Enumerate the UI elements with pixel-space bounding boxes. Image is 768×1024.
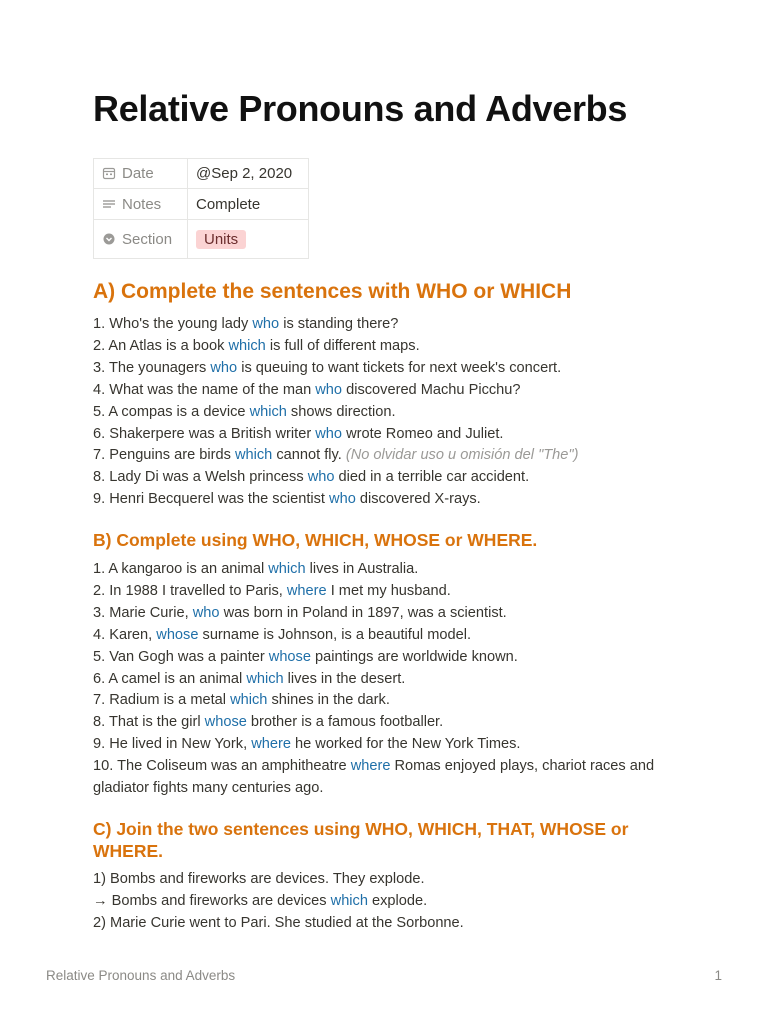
list-item bbox=[93, 402, 683, 424]
list-item bbox=[93, 358, 683, 380]
property-row-section bbox=[94, 220, 309, 259]
list-item bbox=[93, 314, 683, 336]
list-item bbox=[93, 625, 683, 647]
list-item bbox=[93, 690, 683, 712]
sentence-text: surname is Johnson, is a beautiful model. bbox=[198, 626, 472, 643]
sentence-text: 7. Radium is a metal bbox=[93, 692, 231, 709]
properties-table bbox=[93, 158, 309, 259]
list-item bbox=[93, 467, 683, 489]
list-item bbox=[93, 647, 683, 669]
sentence-text: 3. Marie Curie, bbox=[93, 604, 193, 621]
sentence-text: explode. bbox=[367, 892, 428, 909]
list-item bbox=[93, 869, 683, 891]
property-row-notes bbox=[94, 189, 309, 220]
sentence-text: brother is a famous footballer. bbox=[246, 714, 444, 731]
sentence-text: 6. Shakerpere was a British writer bbox=[93, 425, 316, 442]
property-label-section: Section bbox=[122, 230, 173, 248]
sentence-text: shows direction. bbox=[286, 403, 396, 420]
section-b-list bbox=[93, 559, 683, 800]
answer-word: who bbox=[315, 425, 343, 442]
sentence-text: 4. Karen, bbox=[93, 626, 157, 643]
list-item bbox=[93, 445, 683, 467]
answer-word: which bbox=[230, 692, 268, 709]
sentence-text: 6. A camel is an animal bbox=[93, 670, 247, 687]
property-row-date bbox=[94, 159, 309, 189]
section-badge: Units bbox=[196, 230, 246, 249]
section-c-list bbox=[93, 869, 683, 935]
answer-word: who bbox=[307, 469, 335, 486]
list-item bbox=[93, 891, 683, 913]
answer-word: which bbox=[246, 670, 284, 687]
page-footer bbox=[46, 968, 722, 983]
sentence-text: I met my husband. bbox=[326, 582, 451, 599]
answer-word: which bbox=[268, 561, 306, 577]
sentence-text: paintings are worldwide known. bbox=[310, 648, 518, 665]
list-item bbox=[93, 424, 683, 446]
list-item bbox=[93, 756, 683, 800]
footer-page-number: 1 bbox=[714, 968, 722, 983]
text-lines-icon bbox=[102, 197, 116, 211]
sentence-text: is queuing to want tickets for next week's concert. bbox=[237, 359, 562, 376]
sentence-text: 9. He lived in New York, bbox=[93, 736, 252, 753]
answer-word: which bbox=[330, 892, 368, 909]
answer-word: which bbox=[228, 337, 266, 354]
sentence-text: 2. In 1988 I travelled to Paris, bbox=[93, 582, 287, 599]
note-text: (No olvidar uso u omisión del "The") bbox=[345, 447, 579, 464]
property-value-notes[interactable]: Complete bbox=[188, 189, 309, 220]
section-a-list bbox=[93, 314, 683, 511]
property-key-section bbox=[94, 220, 188, 259]
answer-word: who bbox=[252, 316, 280, 332]
property-label-date: Date bbox=[122, 165, 154, 182]
list-item bbox=[93, 581, 683, 603]
answer-word: who bbox=[315, 381, 343, 398]
list-item bbox=[93, 734, 683, 756]
sentence-text: is standing there? bbox=[279, 316, 399, 332]
sentence-text: wrote Romeo and Juliet. bbox=[342, 425, 504, 442]
section-c-heading: C) Join the two sentences using WHO, WHICH, THAT, WHOSE or WHERE. bbox=[93, 819, 629, 861]
list-item bbox=[93, 712, 683, 734]
sentence-text: 1. Who's the young lady bbox=[93, 316, 253, 332]
section-b-heading: B) Complete using WHO, WHICH, WHOSE or WHERE. bbox=[93, 530, 538, 550]
sentence-text: lives in Australia. bbox=[305, 561, 419, 577]
sentence-text: 5. A compas is a device bbox=[93, 403, 250, 420]
sentence-text: 2) Marie Curie went to Pari. She studied at the Sorbonne. bbox=[93, 914, 464, 931]
sentence-text: → Bombs and fireworks are devices bbox=[93, 892, 331, 909]
answer-word: where bbox=[251, 736, 291, 753]
calendar-icon bbox=[102, 166, 116, 180]
answer-word: whose bbox=[204, 714, 247, 731]
sentence-text: shines in the dark. bbox=[267, 692, 390, 709]
sentence-text: cannot fly. bbox=[272, 447, 346, 464]
list-item bbox=[93, 380, 683, 402]
list-item bbox=[93, 913, 683, 935]
sentence-text: Romas enjoyed plays, chariot races and gladiator fights many centuries ago. bbox=[93, 758, 655, 797]
answer-word: who bbox=[329, 491, 356, 508]
sentence-text: 10. The Coliseum was an amphitheatre bbox=[93, 758, 351, 775]
sentence-text: is full of different maps. bbox=[265, 337, 420, 354]
answer-word: where bbox=[286, 582, 327, 599]
answer-word: whose bbox=[268, 648, 311, 665]
answer-word: which bbox=[234, 447, 273, 464]
property-key-notes bbox=[94, 189, 188, 220]
answer-word: who bbox=[210, 359, 238, 376]
property-value-date[interactable]: @Sep 2, 2020 bbox=[188, 159, 309, 189]
answer-word: which bbox=[249, 403, 287, 420]
sentence-text: 2. An Atlas is a book bbox=[93, 337, 229, 354]
sentence-text: 8. Lady Di was a Welsh princess bbox=[93, 469, 308, 486]
sentence-text: 1. A kangaroo is an animal bbox=[93, 561, 269, 577]
section-a-heading: A) Complete the sentences with WHO or WHICH bbox=[93, 280, 572, 303]
sentence-text: 5. Van Gogh was a painter bbox=[93, 648, 269, 665]
answer-word: whose bbox=[156, 626, 199, 643]
select-chevron-icon bbox=[102, 232, 116, 246]
list-item bbox=[93, 603, 683, 625]
sentence-text: 3. The younagers bbox=[93, 359, 211, 376]
answer-word: where bbox=[350, 758, 391, 775]
sentence-text: 7. Penguins are birds bbox=[93, 447, 235, 464]
sentence-text: died in a terrible car accident. bbox=[334, 469, 530, 486]
property-label-notes: Notes bbox=[122, 195, 162, 213]
answer-word: who bbox=[192, 604, 220, 621]
list-item bbox=[93, 489, 683, 511]
page-title: Relative Pronouns and Adverbs bbox=[93, 88, 628, 129]
list-item bbox=[93, 559, 683, 581]
sentence-text: 4. What was the name of the man bbox=[93, 381, 316, 398]
sentence-text: 8. That is the girl bbox=[93, 714, 205, 731]
sentence-text: 1) Bombs and fireworks are devices. They explode. bbox=[93, 871, 425, 887]
list-item bbox=[93, 336, 683, 358]
footer-title: Relative Pronouns and Adverbs bbox=[46, 968, 236, 983]
sentence-text: was born in Poland in 1897, was a scientist. bbox=[219, 604, 507, 621]
sentence-text: 9. Henri Becquerel was the scientist bbox=[93, 491, 330, 508]
property-key-date bbox=[94, 159, 188, 189]
list-item bbox=[93, 669, 683, 691]
property-value-section[interactable] bbox=[188, 220, 309, 259]
sentence-text: discovered X-rays. bbox=[355, 491, 481, 508]
sentence-text: discovered Machu Picchu? bbox=[342, 381, 521, 398]
sentence-text: he worked for the New York Times. bbox=[290, 736, 521, 753]
sentence-text: lives in the desert. bbox=[283, 670, 406, 687]
